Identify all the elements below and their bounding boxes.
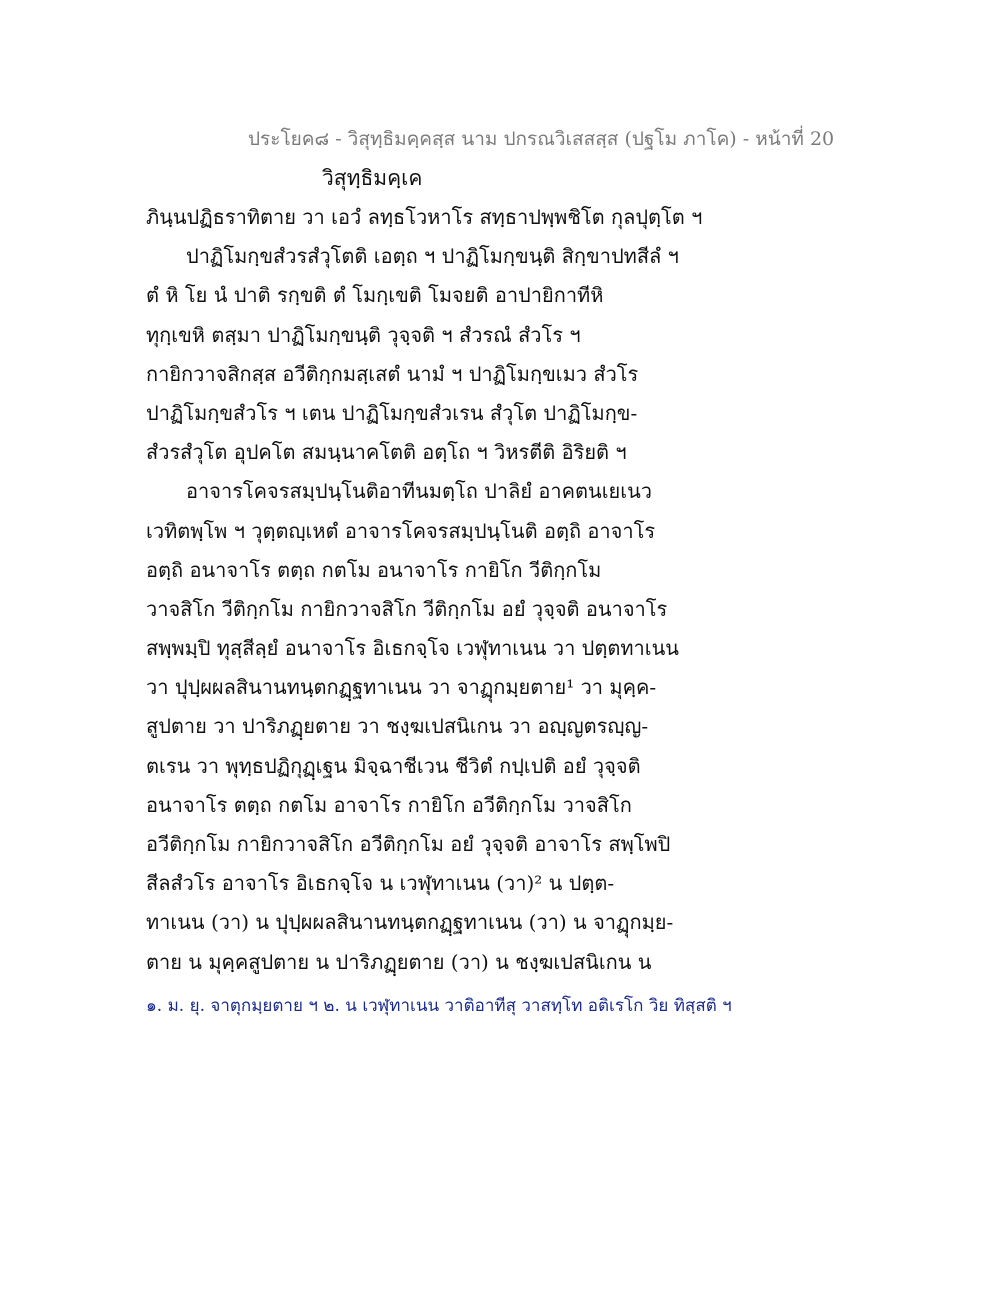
text-line: กายิกวาจสิกสฺส อวีติกฺกมสฺเสตํ นามํ ฯ ปาฏิโมกฺขเมว สํวโร: [146, 361, 639, 386]
running-header: ประโยค๘ - วิสุทฺธิมคฺคสฺส นาม ปกรณวิเสสสฺส (ปฐโม ภาโค) - หน้าที่ 20: [248, 128, 835, 150]
text-line: ตเรน วา พุทฺธปฏิกุฏฺเฐน มิจฺฉาชีเวน ชีวิตํ กปฺเปติ อยํ วุจฺจติ: [146, 753, 641, 778]
text-line: อวีติกฺกโม กายิกวาจสิโก อวีติกฺกโม อยํ วุจฺจติ อาจาโร สพฺโพปิ: [146, 832, 671, 856]
section-title: วิสุทฺธิมคฺเค: [322, 166, 423, 190]
text-line: วาจสิโก วีติกฺกโม กายิกวาจสิโก วีติกฺกโม อยํ วุจฺจติ อนาจาโร: [146, 596, 668, 621]
body-text: [146, 198, 706, 982]
footnote: ๑. ม. ยุ. จาตุกมฺยตาย ฯ ๒. น เวฬุทาเนน วาติอาทีสุ วาสทฺโท อติเรโก วิย ทิสฺสติ ฯ: [146, 996, 732, 1016]
text-line: ทุกฺเขหิ ตสฺมา ปาฏิโมกฺขนฺติ วุจฺจติ ฯ สํวรณํ สํวโร ฯ: [146, 322, 581, 347]
text-line: สพฺพมฺปิ ทุสฺสีลฺยํ อนาจาโร อิเธกจฺโจ เวฬุทาเนน วา ปตฺตทาเนน: [146, 636, 679, 661]
text-line: วา ปุปฺผผลสินานทนฺตกฏฺฐทาเนน วา จาฏุกมฺยตาย¹ วา มุคฺค-: [146, 675, 657, 700]
text-line: อตฺถิ อนาจาโร ตตฺถ กตโม อนาจาโร กายิโก วีติกฺกโม: [146, 557, 602, 582]
text-line: ตาย น มุคฺคสูปตาย น ปาริภฏฺยตาย (วา) น ชงฺฆเปสนิเกน น: [146, 949, 652, 974]
text-line: สีลสํวโร อาจาโร อิเธกจฺโจ น เวฬุทาเนน (วา)² น ปตฺต-: [146, 871, 615, 896]
text-line: ทาเนน (วา) น ปุปฺผผลสินานทนฺตกฏฺฐทาเนน (วา) น จาฏุกมฺย-: [146, 910, 674, 935]
text-line: ปาฏิโมกฺขสํวโร ฯ เตน ปาฏิโมกฺขสํวเรน สํวุโต ปาฏิโมกฺข-: [146, 400, 638, 425]
paragraph-start-line: ปาฏิโมกฺขสํวรสํวุโตติ เอตฺถ ฯ ปาฏิโมกฺขนฺติ สิกฺขาปทสีลํ ฯ: [186, 244, 679, 269]
text-line: ตํ หิ โย นํ ปาติ รกฺขติ ตํ โมกฺเขติ โมจยติ อาปายิกาทีหิ: [146, 283, 604, 308]
text-line: เวทิตพฺโพ ฯ วุตฺตญฺเหตํ อาจารโคจรสมฺปนฺโนติ อตฺถิ อาจาโร: [146, 518, 656, 543]
text-line: ภินฺนปฏิธราทิตาย วา เอวํ ลทฺธโวหาโร สทฺธาปพฺพชิโต กุลปุตฺโต ฯ: [146, 205, 703, 229]
text-line: สํวรสํวุโต อุปคโต สมนฺนาคโตติ อตฺโถ ฯ วิหรตีติ อิริยติ ฯ: [146, 440, 627, 465]
text-line: สูปตาย วา ปาริภฏฺยตาย วา ชงฺฆเปสนิเกน วา อญฺญตรญฺญ-: [146, 714, 649, 739]
paragraph-start-line: อาจารโคจรสมฺปนฺโนติอาทีนมตฺโถ ปาลิยํ อาคตนเยเนว: [186, 479, 652, 504]
text-line: อนาจาโร ตตฺถ กตโม อาจาโร กายิโก อวีติกฺกโม วาจสิโก: [146, 792, 632, 817]
